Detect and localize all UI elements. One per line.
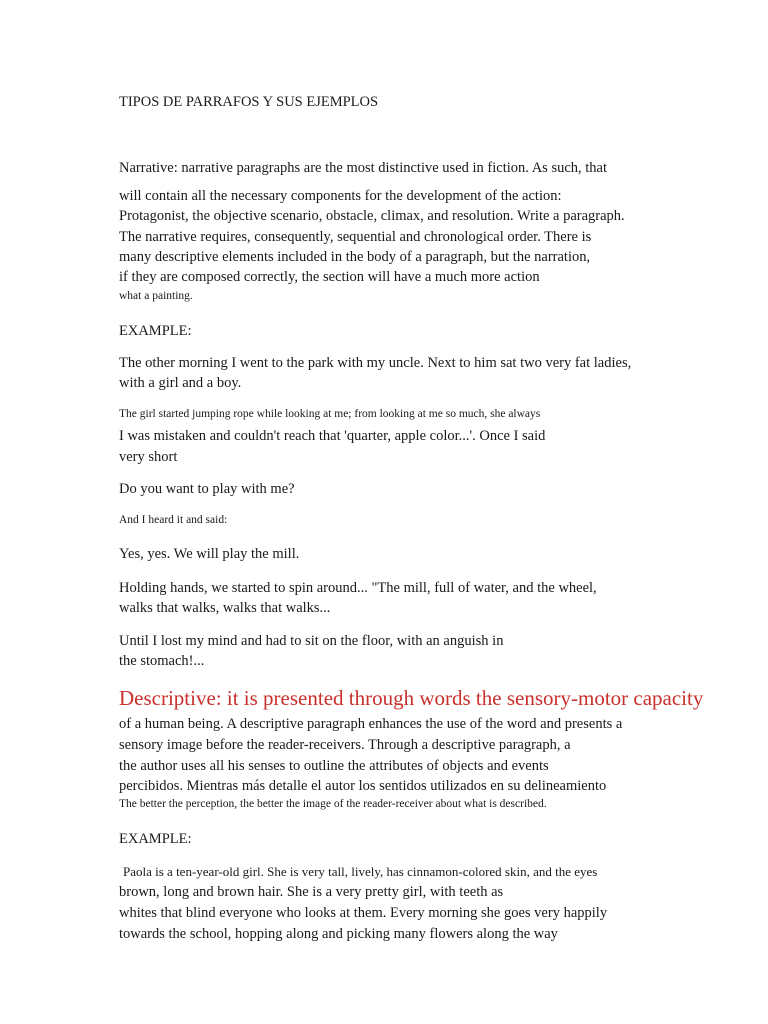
- descriptive-line-5: The better the perception, the better the image of the reader-receiver about what is described.: [119, 798, 547, 810]
- narrative-line-7: what a painting.: [119, 290, 193, 302]
- narrative-example-line-7: And I heard it and said:: [119, 514, 228, 526]
- descriptive-example-line-3: whites that blind everyone who looks at them. Every morning she goes very happily: [119, 905, 608, 921]
- descriptive-line-4: percibidos. Mientras más detalle el autor los sentidos utilizados en su delineamiento: [119, 778, 607, 794]
- narrative-example-line-1: The other morning I went to the park with my uncle. Next to him sat two very fat ladies,: [119, 355, 632, 371]
- narrative-example-line-11: Until I lost my mind and had to sit on the floor, with an anguish in: [119, 633, 504, 649]
- narrative-line-1: Narrative: narrative paragraphs are the most distinctive used in fiction. As such, that: [119, 160, 608, 176]
- narrative-example-line-4: I was mistaken and couldn't reach that 'quarter, apple color...'. Once I said: [119, 428, 546, 444]
- narrative-example-line-10: walks that walks, walks that walks...: [119, 600, 331, 616]
- descriptive-line-2: sensory image before the reader-receivers. Through a descriptive paragraph, a: [119, 737, 571, 753]
- narrative-example-label: EXAMPLE:: [119, 323, 192, 339]
- narrative-line-4: The narrative requires, consequently, sequential and chronological order. There is: [119, 229, 592, 245]
- descriptive-example-line-1: Paola is a ten-year-old girl. She is very tall, lively, has cinnamon-colored skin, and the eyes: [123, 864, 598, 879]
- narrative-example-line-5: very short: [119, 449, 178, 465]
- descriptive-example-line-4: towards the school, hopping along and picking many flowers along the way: [119, 926, 558, 942]
- narrative-example-line-12: the stomach!...: [119, 653, 205, 669]
- descriptive-example-line-2: brown, long and brown hair. She is a very pretty girl, with teeth as: [119, 884, 504, 900]
- narrative-example-line-2: with a girl and a boy.: [119, 375, 242, 391]
- narrative-example-line-3: The girl started jumping rope while looking at me; from looking at me so much, she always: [119, 408, 541, 420]
- descriptive-line-3: the author uses all his senses to outline the attributes of objects and events: [119, 758, 549, 774]
- narrative-line-5: many descriptive elements included in the body of a paragraph, but the narration,: [119, 249, 591, 265]
- descriptive-heading: Descriptive: it is presented through words the sensory-motor capacity: [119, 686, 704, 710]
- descriptive-example-label: EXAMPLE:: [119, 831, 192, 847]
- narrative-example-line-6: Do you want to play with me?: [119, 481, 295, 497]
- narrative-line-2: will contain all the necessary components for the development of the action:: [119, 188, 562, 204]
- descriptive-line-1: of a human being. A descriptive paragraph enhances the use of the word and presents a: [119, 716, 623, 732]
- narrative-example-line-8: Yes, yes. We will play the mill.: [119, 546, 300, 562]
- narrative-line-3: Protagonist, the objective scenario, obstacle, climax, and resolution. Write a paragraph.: [119, 208, 625, 224]
- narrative-line-6: if they are composed correctly, the section will have a much more action: [119, 269, 540, 285]
- narrative-example-line-9: Holding hands, we started to spin around... "The mill, full of water, and the wheel,: [119, 580, 597, 596]
- document-title: TIPOS DE PARRAFOS Y SUS EJEMPLOS: [119, 94, 379, 110]
